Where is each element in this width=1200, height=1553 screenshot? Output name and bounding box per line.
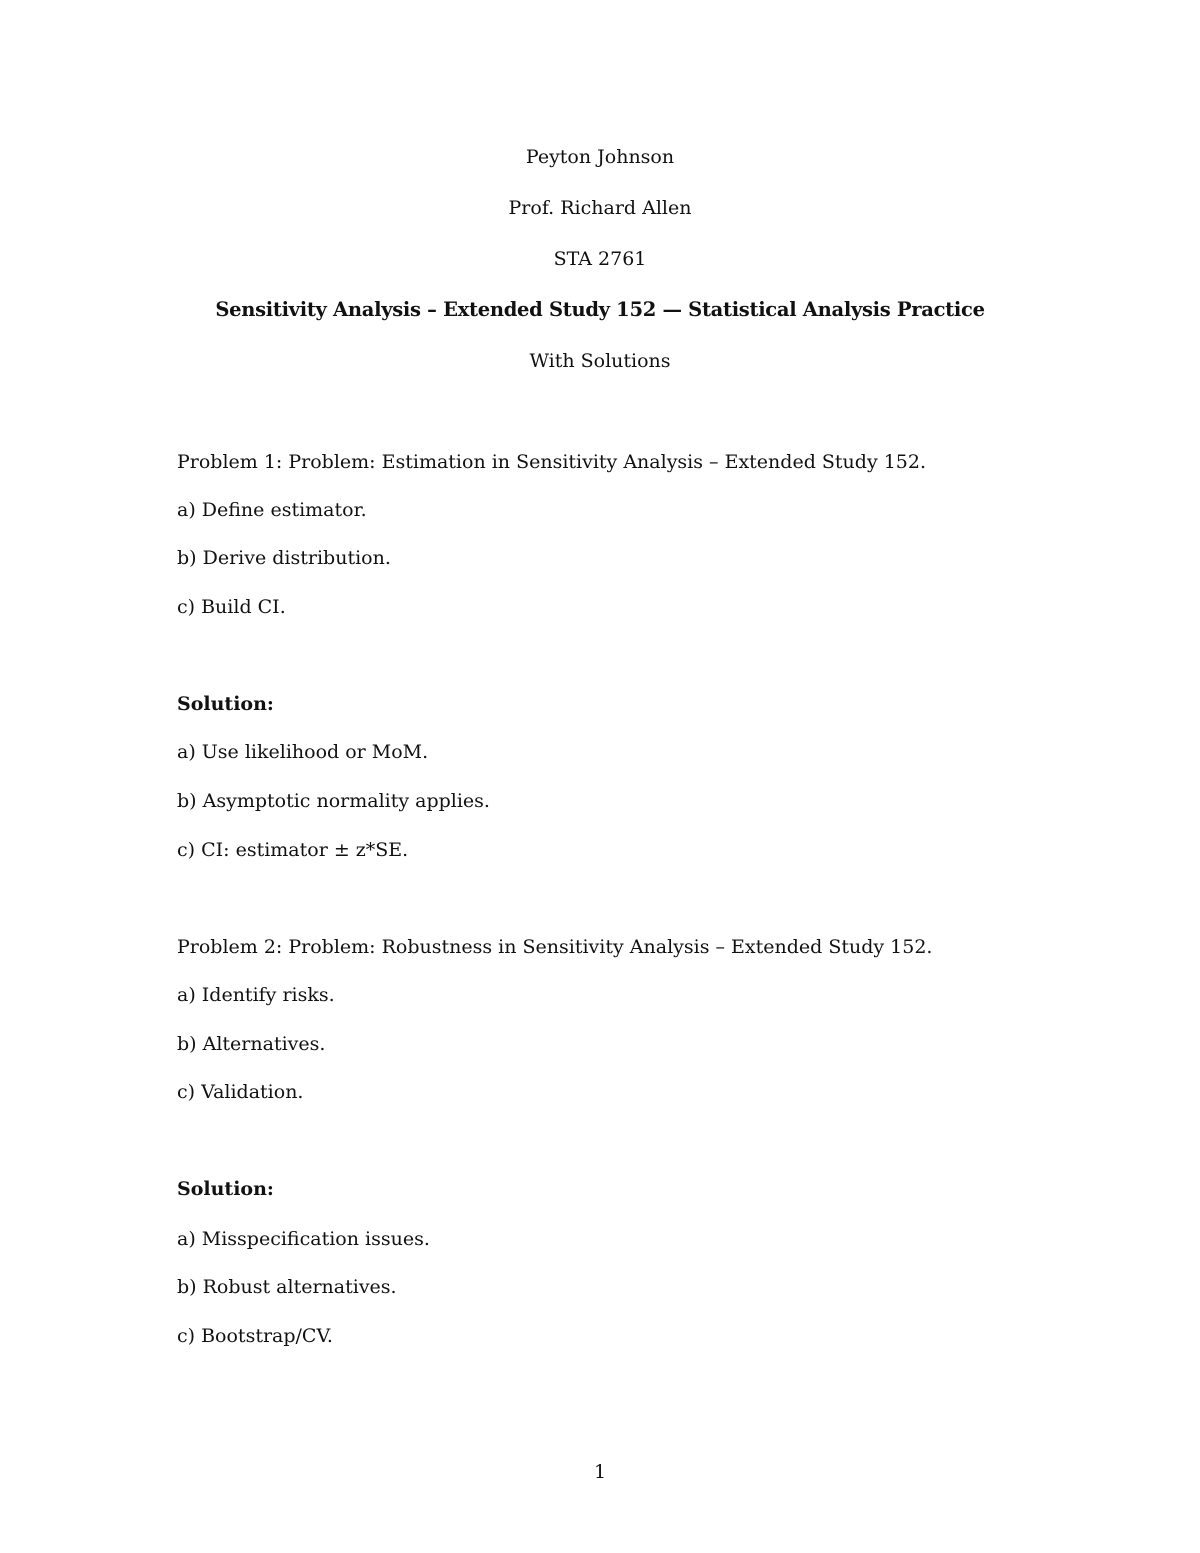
problem-2-part-b: b) Alternatives. (177, 1033, 326, 1055)
problem-2-solution-a: a) Misspecification issues. (177, 1228, 430, 1250)
problem-1-part-c: c) Build CI. (177, 596, 286, 618)
problem-1-solution-b: b) Asymptotic normality applies. (177, 790, 490, 812)
problem-1-solution-c: c) CI: estimator ± z*SE. (177, 839, 409, 861)
course-code: STA 2761 (553, 248, 647, 270)
problem-1-solution-a: a) Use likelihood or MoM. (177, 741, 429, 763)
student-name: Peyton Johnson (525, 146, 675, 168)
document-subtitle: With Solutions (529, 350, 671, 372)
problem-2-solution-b: b) Robust alternatives. (177, 1276, 397, 1298)
page-number: 1 (593, 1461, 607, 1483)
problem-1-solution-label: Solution: (177, 693, 274, 715)
problem-1-part-b: b) Derive distribution. (177, 547, 391, 569)
problem-2-statement: Problem 2: Problem: Robustness in Sensitivity Analysis – Extended Study 152. (177, 936, 933, 958)
problem-1-part-a: a) Define estimator. (177, 499, 367, 521)
problem-1-statement: Problem 1: Problem: Estimation in Sensitivity Analysis – Extended Study 152. (177, 451, 927, 473)
problem-2-part-c: c) Validation. (177, 1081, 304, 1103)
problem-2-solution-label: Solution: (177, 1178, 274, 1200)
problem-2-part-a: a) Identify risks. (177, 984, 335, 1006)
document-title: Sensitivity Analysis – Extended Study 152 — Statistical Analysis Practice (215, 298, 985, 321)
problem-2-solution-c: c) Bootstrap/CV. (177, 1325, 333, 1347)
professor-name: Prof. Richard Allen (508, 197, 692, 219)
